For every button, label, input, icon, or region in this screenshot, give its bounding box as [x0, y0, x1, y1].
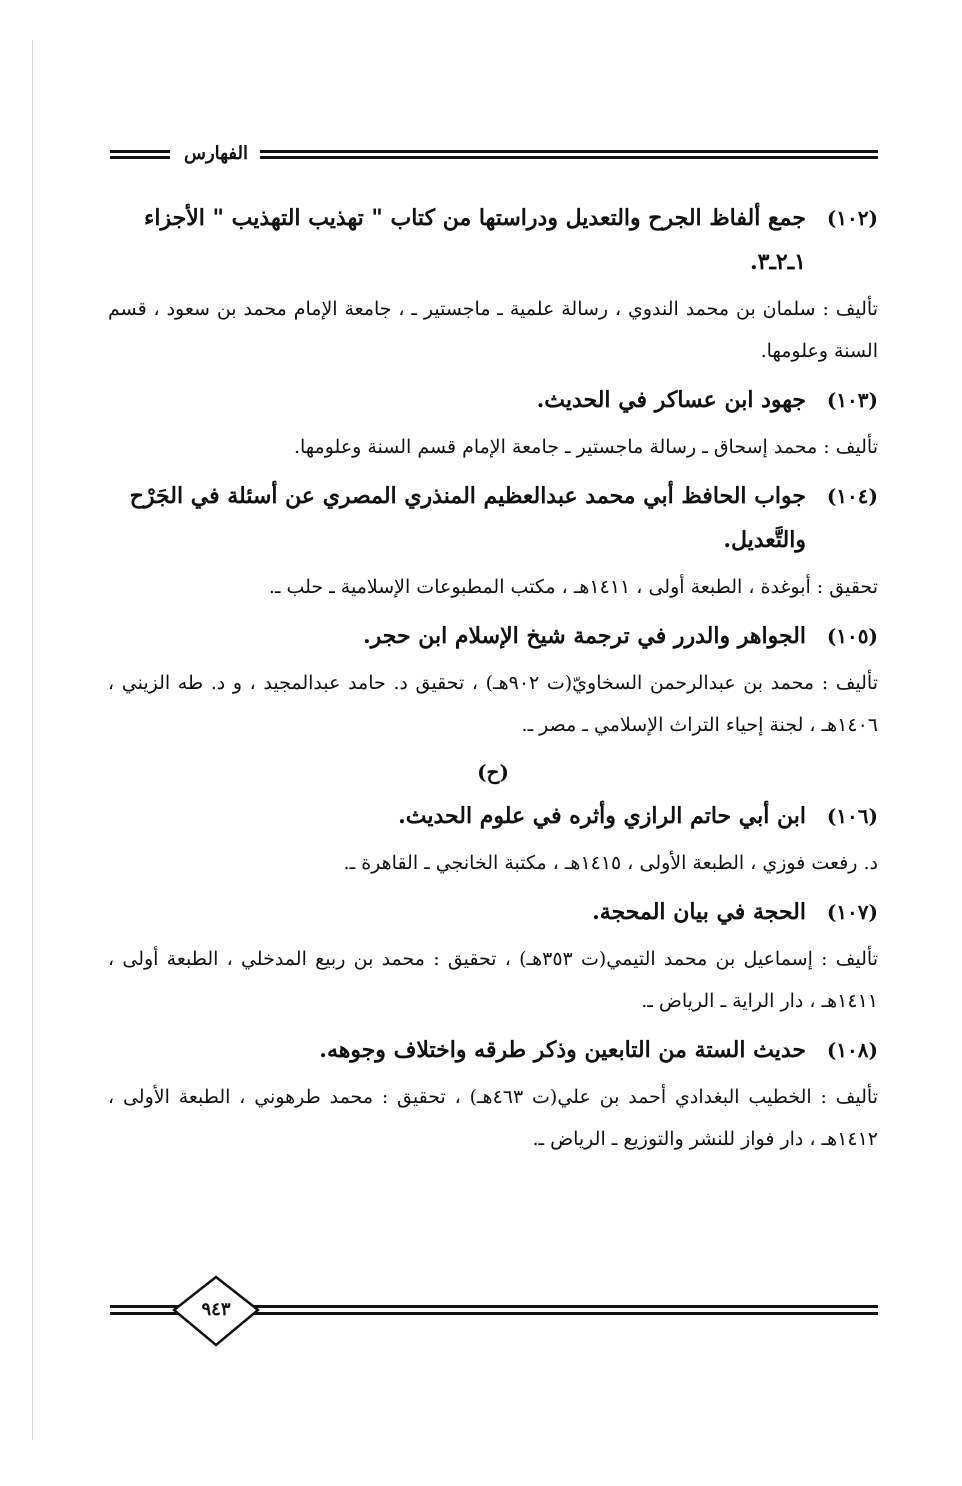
footer-rule-left [110, 1305, 180, 1315]
entry-number: (١٠٨) [826, 1038, 878, 1062]
entry-description: تحقيق : أبوغدة ، الطبعة أولى ، ١٤١١هـ ، مكتب المطبوعات الإسلامية ـ حلب ـ. [268, 576, 878, 598]
entry-title: جمع ألفاظ الجرح والتعديل ودراستها من كتاب " تهذيب التهذيب " الأجزاء ١ـ٢ـ٣. [144, 205, 806, 275]
entry-number: (١٠٥) [826, 624, 878, 648]
entry-description: تأليف : محمد إسحاق ـ رسالة ماجستير ـ جامعة الإمام قسم السنة وعلومها. [293, 436, 878, 458]
page-footer [110, 1275, 878, 1355]
entry-title: جواب الحافظ أبي محمد عبدالعظيم المنذري المصري عن أسئلة في الجَرْح والتَّعديل. [129, 483, 806, 553]
index-entry-107 [108, 890, 878, 1022]
page-margin-line [32, 40, 33, 1440]
entry-description: تأليف : الخطيب البغدادي أحمد بن علي(ت ٤٦٣هـ) ، تحقيق : محمد طرهوني ، الطبعة الأولى ، ١٤١٢هـ ، دار فواز للنشر والتوزيع ـ الرياض ـ. [108, 1086, 878, 1150]
page-number: ٩٤٣ [201, 1299, 231, 1320]
index-content [108, 196, 878, 1166]
entry-number: (١٠٧) [826, 900, 878, 924]
entry-description: تأليف : إسماعيل بن محمد التيمي(ت ٣٥٣هـ) ، تحقيق : محمد بن ربيع المدخلي ، الطبعة أولى ، ١٤١١هـ ، دار الراية ـ الرياض ـ. [108, 948, 878, 1012]
page-header [110, 140, 878, 170]
index-entry-106 [108, 794, 878, 884]
entry-title: جهود ابن عساكر في الحديث. [536, 387, 806, 413]
footer-rule-right [245, 1305, 878, 1315]
entry-title: الجواهر والدرر في ترجمة شيخ الإسلام ابن حجر. [362, 623, 806, 649]
entry-title: حديث الستة من التابعين وذكر طرقه واختلاف وجوهه. [319, 1037, 806, 1063]
entry-number: (١٠٣) [826, 388, 878, 412]
entry-description: د. رفعت فوزي ، الطبعة الأولى ، ١٤١٥هـ ، مكتبة الخانجي ـ القاهرة ـ. [343, 852, 878, 874]
index-entry-108 [108, 1028, 878, 1160]
index-entry-105 [108, 614, 878, 746]
entry-description: تأليف : سلمان بن محمد الندوي ، رسالة علمية ـ ماجستير ـ ، جامعة الإمام محمد بن سعود ، قسم السنة وعلومها. [108, 298, 878, 362]
header-title: الفهارس [183, 143, 249, 164]
index-entry-103 [108, 378, 878, 468]
section-letter-heading: (ح) [477, 760, 509, 784]
entry-title: الحجة في بيان المحجة. [592, 899, 806, 925]
index-entry-104 [108, 474, 878, 608]
index-entry-102 [108, 196, 878, 372]
header-rule-right [260, 150, 878, 159]
entry-description: تأليف : محمد بن عبدالرحمن السخاويّ(ت ٩٠٢هـ) ، تحقيق د. حامد عبدالمجيد ، و د. طه الزيني ، ١٤٠٦هـ ، لجنة إحياء التراث الإسلامي ـ مصر ـ. [108, 672, 878, 736]
entry-number: (١٠٢) [826, 206, 878, 230]
entry-title: ابن أبي حاتم الرازي وأثره في علوم الحديث. [398, 803, 806, 829]
entry-number: (١٠٦) [826, 804, 878, 828]
header-rule-left [110, 150, 170, 159]
entry-number: (١٠٤) [826, 484, 878, 508]
